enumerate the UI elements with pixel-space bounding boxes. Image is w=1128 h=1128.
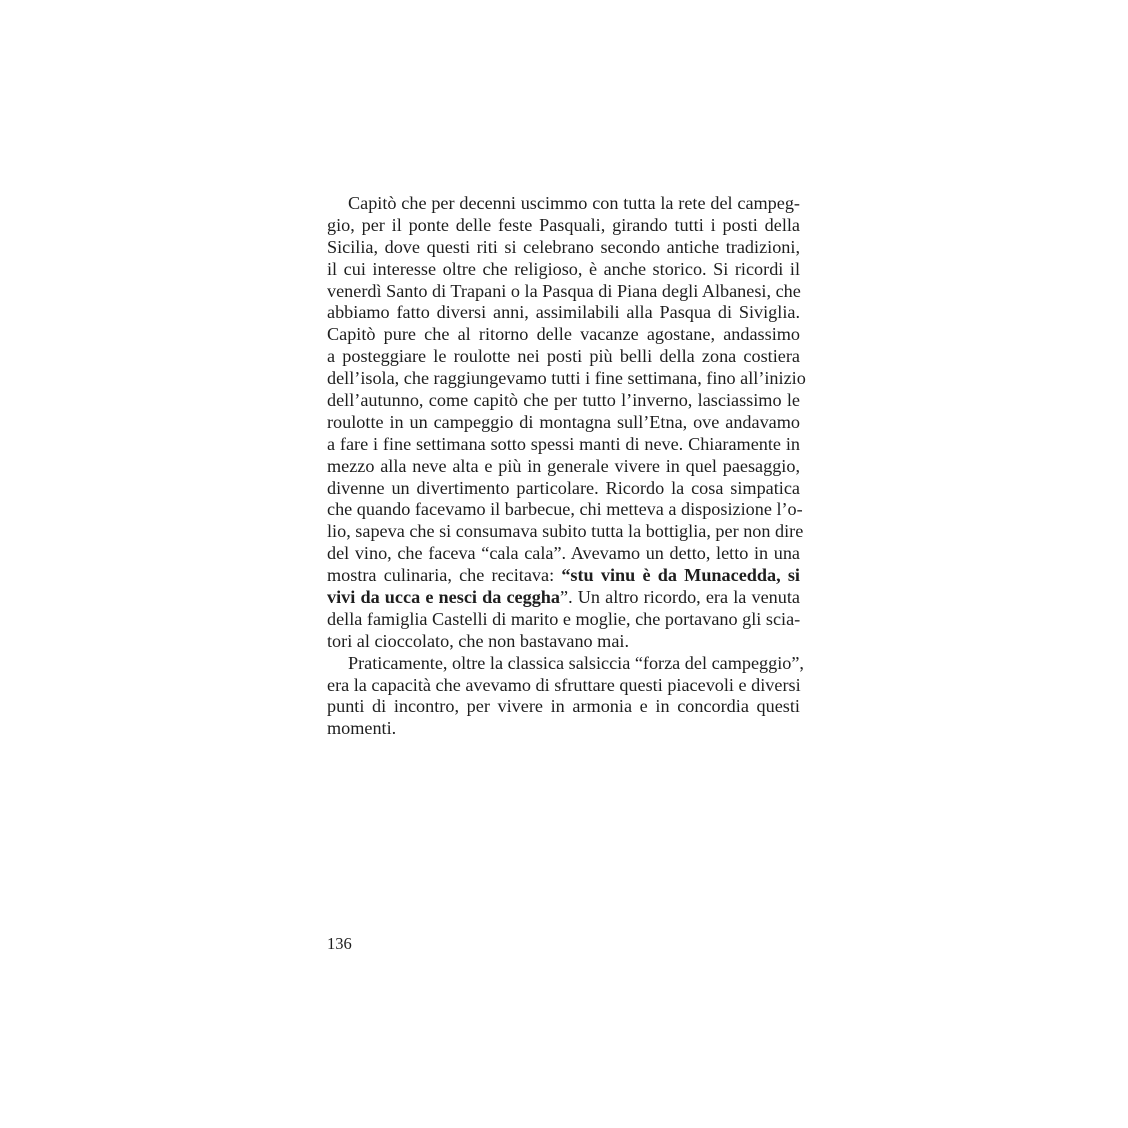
text-line: momenti. <box>327 718 397 739</box>
text-line: mezzo alla neve alta e più in generale vivere in quel paesaggio, <box>327 455 800 476</box>
text-line: roulotte in un campeggio di montagna sull’Etna, ove andavamo <box>327 411 800 432</box>
text-line <box>327 587 800 609</box>
text-line: dell’autunno, come capitò che per tutto l’inverno, lasciassimo le <box>327 390 800 411</box>
dialect-quote: “stu vinu è da Munacedda, si <box>561 565 800 586</box>
text-line: che quando facevamo il barbecue, chi metteva a disposizione l’o- <box>327 499 803 520</box>
text-line: Capitò pure che al ritorno delle vacanze agostane, andassimo <box>327 324 800 345</box>
dialect-quote: vivi da ucca e nesci da ceggha <box>327 587 560 608</box>
text-segment: ”. Un altro ricordo, era la venuta <box>560 587 800 608</box>
text-line: dell’isola, che raggiungevamo tutti i fine settimana, fino all’inizio <box>327 368 806 389</box>
text-line: era la capacità che avevamo di sfruttare questi piacevoli e diversi <box>327 674 801 695</box>
text-line: il cui interesse oltre che religioso, è anche storico. Si ricordi il <box>327 258 800 279</box>
text-line: a fare i fine settimana sotto spessi manti di neve. Chiaramente in <box>327 433 800 454</box>
body-text <box>327 193 806 740</box>
text-line: divenne un divertimento particolare. Ricordo la cosa simpatica <box>327 477 800 498</box>
text-line: Sicilia, dove questi riti si celebrano secondo antiche tradizioni, <box>327 236 800 257</box>
page-number: 136 <box>327 934 352 953</box>
text-line: tori al cioccolato, che non bastavano mai. <box>327 630 630 651</box>
text-line: Capitò che per decenni uscimmo con tutta la rete del campeg- <box>348 193 800 213</box>
text-line: del vino, che faceva “cala cala”. Avevamo un detto, letto in una <box>327 543 800 564</box>
text-line: punti di incontro, per vivere in armonia e in concordia questi <box>327 696 800 717</box>
text-line: Praticamente, oltre la classica salsiccia “forza del campeggio”, <box>348 652 804 673</box>
text-line: lio, sapeva che si consumava subito tutta la bottiglia, per non dire <box>327 521 804 542</box>
paragraph-2 <box>327 652 804 741</box>
paragraph-1 <box>327 193 806 653</box>
text-line: abbiamo fatto diversi anni, assimilabili alla Pasqua di Siviglia. <box>327 302 800 323</box>
text-line <box>327 565 800 587</box>
text-line: della famiglia Castelli di marito e moglie, che portavano gli scia- <box>327 608 801 629</box>
text-line: venerdì Santo di Trapani o la Pasqua di Piana degli Albanesi, che <box>327 280 801 301</box>
text-segment: mostra culinaria, che recitava: <box>327 565 562 586</box>
text-line: a posteggiare le roulotte nei posti più belli della zona costiera <box>327 346 800 367</box>
text-line: gio, per il ponte delle feste Pasquali, girando tutti i posti della <box>327 214 800 235</box>
